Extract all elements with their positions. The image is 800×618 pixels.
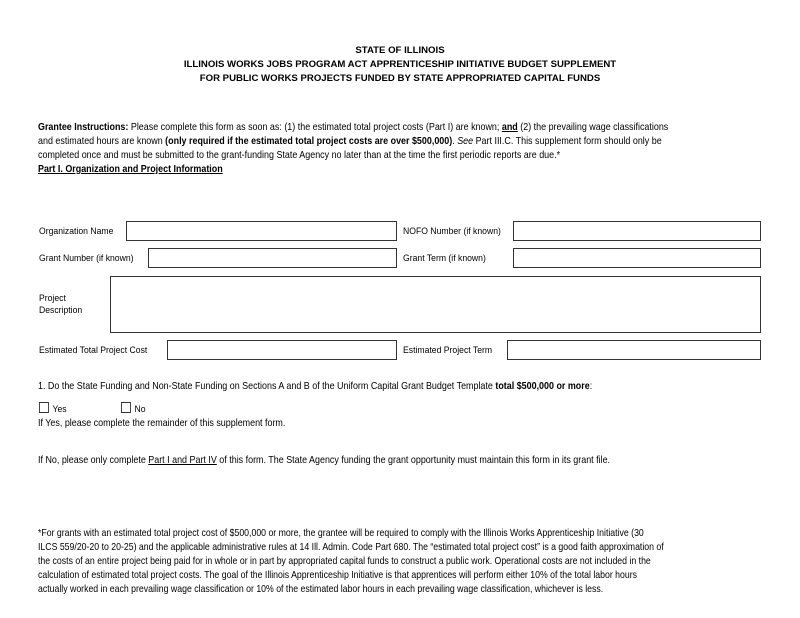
checkbox-icon[interactable] xyxy=(121,402,131,413)
estimated-total-cost-field[interactable] xyxy=(167,340,397,360)
instructions-text: Part III.C. This supplement form should only be xyxy=(473,136,662,147)
question-1-end: : xyxy=(589,381,593,392)
instructions-see: See xyxy=(457,136,474,147)
checkbox-icon[interactable] xyxy=(39,402,49,413)
if-no-suffix: of this form. The State Agency funding the grant opportunity must maintain this form in its grant file. xyxy=(216,455,611,466)
if-no-prefix: If No, please only complete xyxy=(38,455,149,466)
form-title-sub: FOR PUBLIC WORKS PROJECTS FUNDED BY STATE APPROPRIATED CAPITAL FUNDS xyxy=(199,73,601,84)
question-1-bold: total $500,000 or more xyxy=(495,381,590,392)
estimated-total-cost-label: Estimated Total Project Cost xyxy=(39,345,148,356)
grant-term-field[interactable] xyxy=(513,248,761,268)
grant-number-field[interactable] xyxy=(148,248,397,268)
instructions-text: (2) the prevailing wage classifications xyxy=(517,122,669,133)
instructions-text: . xyxy=(452,136,458,147)
form-title-main: ILLINOIS WORKS JOBS PROGRAM ACT APPRENTICESHIP INITIATIVE BUDGET SUPPLEMENT xyxy=(183,59,617,70)
instructions-text: completed once and must be submitted to the grant-funding State Agency no later than at the time the first periodic reports are due.* xyxy=(38,150,561,161)
grant-number-label: Grant Number (if known) xyxy=(39,253,134,264)
project-description-label: Project xyxy=(39,293,66,304)
instructions-label: Grantee Instructions: xyxy=(38,122,129,133)
no-label: No xyxy=(134,404,146,415)
footnote-line: the costs of an entire project being paid for in whole or in part by appropriated capital funds to construct a public work. Operational costs are not included in the xyxy=(38,556,651,567)
organization-name-field[interactable] xyxy=(126,221,397,241)
project-description-field[interactable] xyxy=(110,276,761,333)
grant-term-label: Grant Term (if known) xyxy=(403,253,486,264)
form-title-state: STATE OF ILLINOIS xyxy=(355,45,445,56)
question-1 xyxy=(38,381,592,392)
nofo-number-label: NOFO Number (if known) xyxy=(403,226,501,237)
if-yes-text: If Yes, please complete the remainder of this supplement form. xyxy=(38,418,286,429)
footnote-line: actually worked in each prevailing wage classification or 10% of the estimated labor hours in each prevailing wage classification, whichever is less. xyxy=(38,584,604,595)
instructions-and: and xyxy=(501,122,518,133)
estimated-term-field[interactable] xyxy=(507,340,761,360)
estimated-term-label: Estimated Project Term xyxy=(403,345,493,356)
footnote-line: calculation of estimated total project costs. The goal of the Illinois Apprenticeship Initiative is that apprentices will perform either 10% of the total labor hours xyxy=(38,570,638,581)
yes-checkbox[interactable] xyxy=(39,402,67,415)
organization-name-label: Organization Name xyxy=(39,226,114,237)
instructions-text: Please complete this form as soon as: (1) the estimated total project costs (Part I) are known; xyxy=(128,122,502,133)
question-1-text: 1. Do the State Funding and Non-State Funding on Sections A and B of the Uniform Capital Grant Budget Template xyxy=(38,381,496,392)
instructions-bold: (only required if the estimated total project costs are over $500,000) xyxy=(165,136,453,147)
if-no-text xyxy=(38,455,610,466)
footnote-line: ILCS 559/20-20 to 20-25) and the applicable administrative rules at 14 Ill. Admin. Code Part 680. The “estimated total project cost” is a good faith approximation of xyxy=(38,542,664,553)
if-no-parts: Part I and Part IV xyxy=(148,455,217,466)
footnote-line: *For grants with an estimated total project cost of $500,000 or more, the grantee will be required to comply with the Illinois Works Apprenticeship Initiative (30 xyxy=(38,528,644,539)
no-checkbox[interactable] xyxy=(121,402,146,415)
part1-heading: Part I. Organization and Project Information xyxy=(38,164,223,175)
instructions-text: and estimated hours are known xyxy=(38,136,166,147)
yes-label: Yes xyxy=(52,404,67,415)
nofo-number-field[interactable] xyxy=(513,221,761,241)
project-description-label: Description xyxy=(39,305,83,316)
